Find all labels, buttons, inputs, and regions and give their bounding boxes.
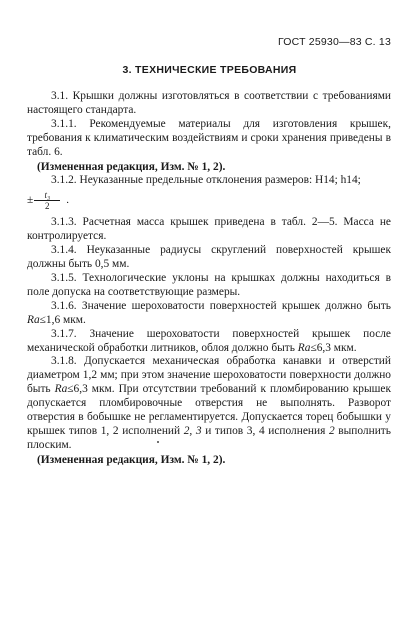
amendment-note-2: (Измененная редакция, Изм. № 1, 2). [37,453,226,466]
p317-ra: Ra [297,341,311,354]
p318-text-d: выполнить плоским. [27,424,391,451]
paragraph-3-1: 3.1. Крышки должны изготовляться в соответствии с требованиями настоящего стандарта. [27,90,391,116]
amendment-note-1: (Измененная редакция, Изм. № 1, 2). [37,160,226,173]
paragraph-3-1-5: 3.1.5. Технологические уклоны на крышках должны находиться в поле допуска на соответствующие размеры. [27,271,391,298]
p318-text-b: ≤6,3 мкм. При отсутствии требований к пломбированию крышек допускается пломбировочные отверстия не выполнять. Разворот отверстия в бобышке не регламентируется. Допускается торец бобышки у крышек типов 1, 2 исполнений [27,383,391,437]
formula-end: . [66,193,70,206]
p318-ra: Ra [54,383,68,396]
p316-text-a: 3.1.6. Значение шероховатости поверхностей крышек должно быть [51,299,391,312]
paragraph-3-1-3: 3.1.3. Расчетная масса крышек приведена в табл. 2—5. Масса не контролируется. [27,216,391,243]
paragraph-3-1-1: 3.1.1. Рекомендуемые материалы для изготовления крышек, требования к климатическим воздействиям и сроки хранения приведены в табл. 6. [27,117,391,158]
p316-ra: Ra [27,313,40,326]
p317-text-a: 3.1.7. Значение шероховатости поверхностей крышек после механической обработки литников, облоя должно быть [27,327,391,354]
paragraph-3-1-4: 3.1.4. Неуказанные радиусы скруглений поверхностей крышек должны быть 0,5 мм. [27,244,391,271]
p318-text-c: и типов 3, 4 исполнения [201,424,329,437]
paragraph-3-1-6 [27,300,391,328]
plus-minus-sign: ± [27,193,34,206]
paragraph-3-1-2: 3.1.2. Неуказанные предельные отклонения размеров: H14; h14; [51,174,361,187]
document-body [27,90,391,468]
fraction-denominator: 2 [45,201,50,212]
paragraph-3-1-8 [27,355,391,452]
p318-italic-1: 2, 3 [183,424,202,437]
fraction-numerator: t₃ [34,190,60,201]
p318-text-a: 3.1.8. Допускается механическая обработка канавки и отверстий диаметром 1,2 мм; при этом значение шероховатости поверхности должно быть [27,355,391,396]
tolerance-fraction [34,190,60,211]
paragraph-3-1-7 [27,328,391,356]
p318-italic-2: 2 [328,424,335,437]
p316-text-b: ≤1,6 мкм. [39,313,86,326]
page-header: ГОСТ 25930—83 С. 13 [277,36,391,48]
page-speck [157,441,159,443]
section-title: 3. ТЕХНИЧЕСКИЕ ТРЕБОВАНИЯ [122,64,297,76]
p317-text-b: ≤6,3 мкм. [310,341,357,354]
tolerance-formula [27,189,391,212]
